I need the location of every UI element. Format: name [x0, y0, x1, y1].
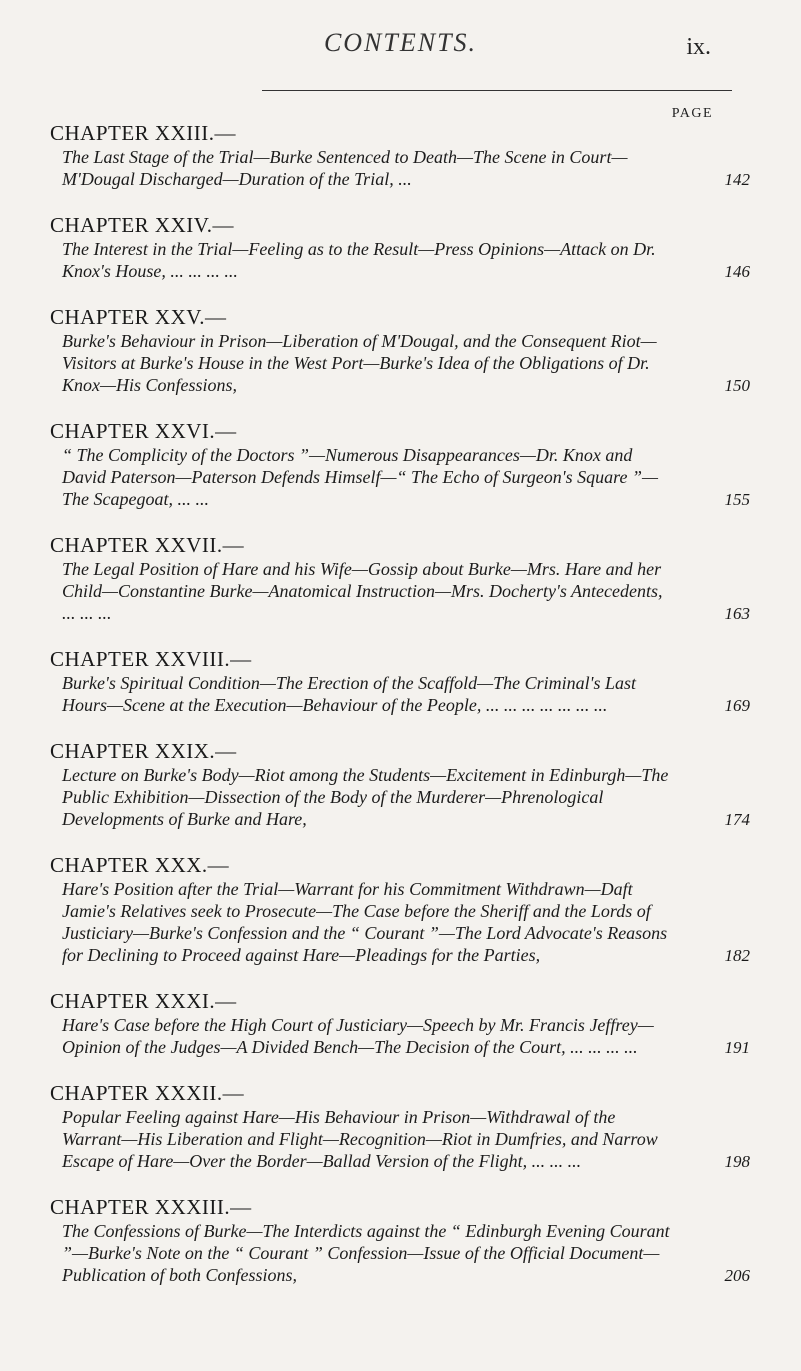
chapter-heading: CHAPTER XXIX.— — [50, 739, 237, 763]
chapter-description: Popular Feeling against Hare—His Behaviour in Prison—Withdrawal of the Warrant—His Liberation and Flight—Recognition—Riot in Dumfries, and Narrow Escape of Hare—Over the Border—Ballad Version of the Flight, ... ... ... — [62, 1107, 658, 1171]
toc-entry — [50, 532, 750, 624]
chapter-description: The Last Stage of the Trial—Burke Sentenced to Death—The Scene in Court—M'Dougal Discharged—Duration of the Trial, ... — [62, 147, 628, 189]
chapter-heading: CHAPTER XXIII.— — [50, 121, 236, 145]
toc-entry — [50, 988, 750, 1058]
toc-entry — [50, 646, 750, 716]
page-header — [0, 28, 801, 88]
header-rule — [262, 90, 732, 91]
toc-entry — [50, 1194, 750, 1286]
page-reference: 150 — [724, 376, 750, 395]
chapter-description: Hare's Case before the High Court of Justiciary—Speech by Mr. Francis Jeffrey—Opinion of the Judges—A Divided Bench—The Decision of the Court, ... ... ... ... — [62, 1015, 654, 1057]
chapter-description: The Interest in the Trial—Feeling as to the Result—Press Opinions—Attack on Dr. Knox's House, ... ... ... ... — [62, 239, 656, 281]
page-reference: 198 — [724, 1152, 750, 1171]
chapter-heading: CHAPTER XXXIII.— — [50, 1195, 252, 1219]
toc-entry — [50, 1080, 750, 1172]
chapter-description: “ The Complicity of the Doctors ”—Numerous Disappearances—Dr. Knox and David Paterson—Paterson Defends Himself—“ The Echo of Surgeon's Square ”—The Scapegoat, ... ... — [62, 445, 658, 509]
page-reference: 169 — [724, 696, 750, 715]
page-reference: 146 — [724, 262, 750, 281]
toc-entry — [50, 738, 750, 830]
chapter-description: Burke's Spiritual Condition—The Erection of the Scaffold—The Criminal's Last Hours—Scene at the Execution—Behaviour of the People, ... ... ... ... ... ... ... — [62, 673, 637, 715]
page-reference: 191 — [724, 1038, 750, 1057]
chapter-heading: CHAPTER XXXII.— — [50, 1081, 245, 1105]
page-reference: 142 — [724, 170, 750, 189]
chapter-heading: CHAPTER XXV.— — [50, 305, 227, 329]
chapter-heading: CHAPTER XXX.— — [50, 853, 230, 877]
page-reference: 155 — [724, 490, 750, 509]
chapter-description: Hare's Position after the Trial—Warrant for his Commitment Withdrawn—Daft Jamie's Relatives seek to Prosecute—The Case before the Sheriff and the Lords of Justiciary—Burke's Confession and the “ Courant ”—The Lord Advocate's Reasons for Declining to Proceed against Hare—Pleadings for the Parties, — [62, 879, 668, 965]
chapter-description: The Confessions of Burke—The Interdicts against the “ Edinburgh Evening Courant ”—Burke's Note on the “ Courant ” Confession—Issue of the Official Document—Publication of both Confessions, — [62, 1221, 670, 1285]
chapter-heading: CHAPTER XXXI.— — [50, 989, 237, 1013]
chapter-description: Burke's Behaviour in Prison—Liberation of M'Dougal, and the Consequent Riot—Visitors at Burke's House in the West Port—Burke's Idea of the Obligations of Dr. Knox—His Confessions, — [62, 331, 657, 395]
table-of-contents — [50, 120, 750, 1308]
toc-entry — [50, 304, 750, 396]
page-number: ix. — [686, 34, 711, 60]
chapter-heading: CHAPTER XXVI.— — [50, 419, 237, 443]
toc-entry — [50, 418, 750, 510]
page-reference: 182 — [724, 946, 750, 965]
chapter-heading: CHAPTER XXIV.— — [50, 213, 234, 237]
chapter-heading: CHAPTER XXVII.— — [50, 533, 245, 557]
running-title: CONTENTS. — [323, 28, 478, 57]
chapter-description: The Legal Position of Hare and his Wife—Gossip about Burke—Mrs. Hare and her Child—Constantine Burke—Anatomical Instruction—Mrs. Docherty's Antecedents, ... ... ... — [62, 559, 663, 623]
chapter-description: Lecture on Burke's Body—Riot among the Students—Excitement in Edinburgh—The Public Exhibition—Dissection of the Body of the Murderer—Phrenological Developments of Burke and Hare, — [62, 765, 669, 829]
toc-entry — [50, 852, 750, 966]
chapter-heading: CHAPTER XXVIII.— — [50, 647, 252, 671]
page-reference: 206 — [724, 1266, 750, 1285]
page-reference: 174 — [724, 810, 750, 829]
toc-entry — [50, 120, 750, 190]
toc-entry — [50, 212, 750, 282]
page-reference: 163 — [724, 604, 750, 623]
page-column-label: PAGE — [671, 106, 713, 121]
